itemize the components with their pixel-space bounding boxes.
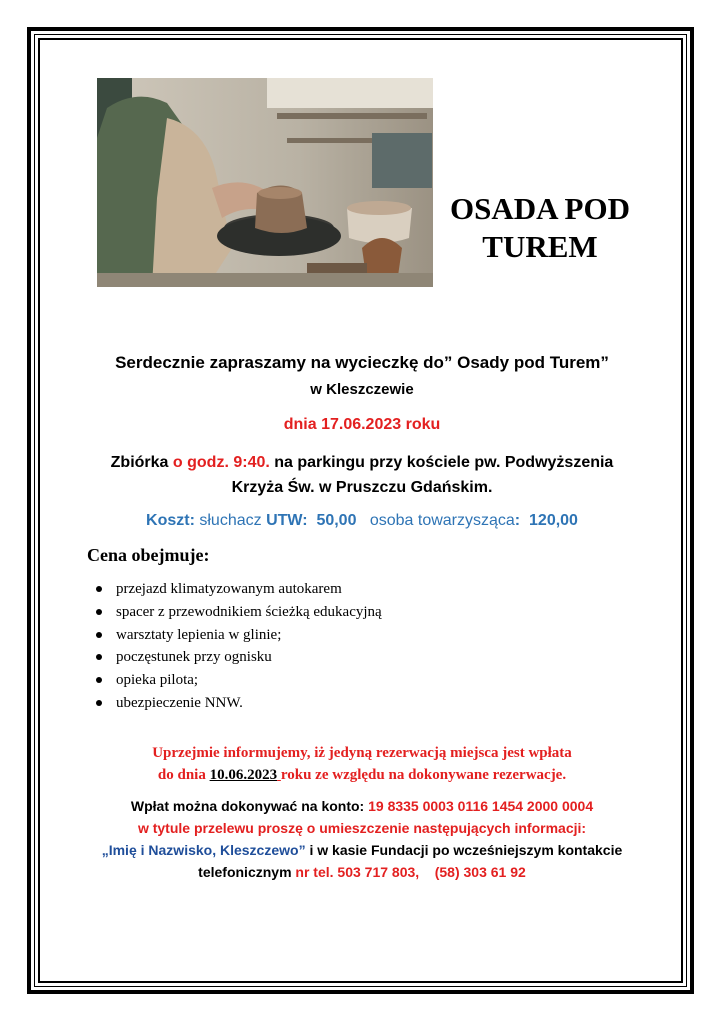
payment-line-4 xyxy=(60,861,664,883)
cost-line xyxy=(60,510,664,532)
gathering-place-1: na parkingu przy kościele pw. Podwyższenia xyxy=(274,454,614,471)
gathering-time: o godz. 9:40. xyxy=(172,454,270,471)
list-item xyxy=(96,578,382,601)
price-includes-heading: Cena obejmuje: xyxy=(87,545,210,565)
page-title xyxy=(440,190,640,266)
notice-date-suffix: roku ze względu na dokonywane rezerwacje. xyxy=(280,767,567,783)
bullet-icon xyxy=(96,632,102,638)
list-item-text: opieka pilota; xyxy=(116,672,199,689)
list-item-text: spacer z przewodnikiem ścieżką edukacyjną xyxy=(116,603,382,620)
payment-line-3 xyxy=(60,839,664,861)
companion-price: 120,00 xyxy=(529,512,578,529)
invitation-heading: Serdecznie zapraszamy na wycieczkę do” Osady pod Turem” xyxy=(115,353,609,372)
list-item-text: ubezpieczenie NNW. xyxy=(116,694,243,711)
list-item xyxy=(96,692,382,715)
bullet-icon xyxy=(96,654,102,660)
gathering-line-1 xyxy=(60,450,664,475)
payment-line-1 xyxy=(60,795,664,817)
list-item xyxy=(96,601,382,624)
location-line: w Kleszczewie xyxy=(310,381,414,398)
phone-prefix: telefonicznym xyxy=(198,864,296,880)
payment-line-3-rest: i w kasie Fundacji po wcześniejszym kontakcie xyxy=(305,842,623,858)
cost-label: Koszt: xyxy=(146,512,195,529)
utw-label: UTW: xyxy=(266,512,308,529)
notice-line-1: Uprzejmie informujemy, iż jedyną rezerwacją miejsca jest wpłata xyxy=(152,745,572,761)
transfer-title-quote: „Imię i Nazwisko, Kleszczewo” xyxy=(101,842,306,858)
notice-deadline-date: 10.06.2023 xyxy=(209,767,278,783)
gathering-label: Zbiórka xyxy=(110,454,169,471)
bullet-icon xyxy=(96,677,102,683)
pottery-wheel-photo xyxy=(97,78,433,287)
companion-colon: : xyxy=(514,512,521,529)
list-item xyxy=(96,669,382,692)
list-item xyxy=(96,624,382,647)
trip-date: dnia 17.06.2023 roku xyxy=(283,416,441,433)
companion-label: osoba towarzysząca xyxy=(369,512,515,529)
list-item-text: warsztaty lepienia w glinie; xyxy=(116,626,282,643)
bank-account-number: 19 8335 0003 0116 1454 2000 0004 xyxy=(368,798,594,814)
payment-prefix: Wpłat można dokonywać na konto: xyxy=(130,798,369,814)
gathering-info xyxy=(60,450,664,500)
reservation-notice xyxy=(60,742,664,786)
payment-info xyxy=(60,795,664,883)
includes-list xyxy=(96,578,382,715)
notice-date-prefix: do dnia xyxy=(157,767,210,783)
payment-line-2: w tytule przelewu proszę o umieszczenie następujących informacji: xyxy=(137,820,587,836)
bullet-icon xyxy=(96,609,102,615)
title-line-1: OSADA POD xyxy=(450,191,630,226)
list-item-text: przejazd klimatyzowanym autokarem xyxy=(116,581,342,597)
listener-price: 50,00 xyxy=(316,512,357,529)
title-line-2: TUREM xyxy=(482,229,598,264)
list-item-text: poczęstunek przy ognisku xyxy=(116,649,272,666)
phone-numbers: nr tel. 503 717 803, (58) 303 61 92 xyxy=(295,864,526,880)
bullet-icon xyxy=(96,586,102,592)
bullet-icon xyxy=(96,700,102,706)
listener-label: słuchacz xyxy=(199,512,262,529)
notice-line-2 xyxy=(60,764,664,786)
gathering-place-2: Krzyża Św. w Pruszczu Gdańskim. xyxy=(231,479,493,496)
list-item xyxy=(96,646,382,669)
